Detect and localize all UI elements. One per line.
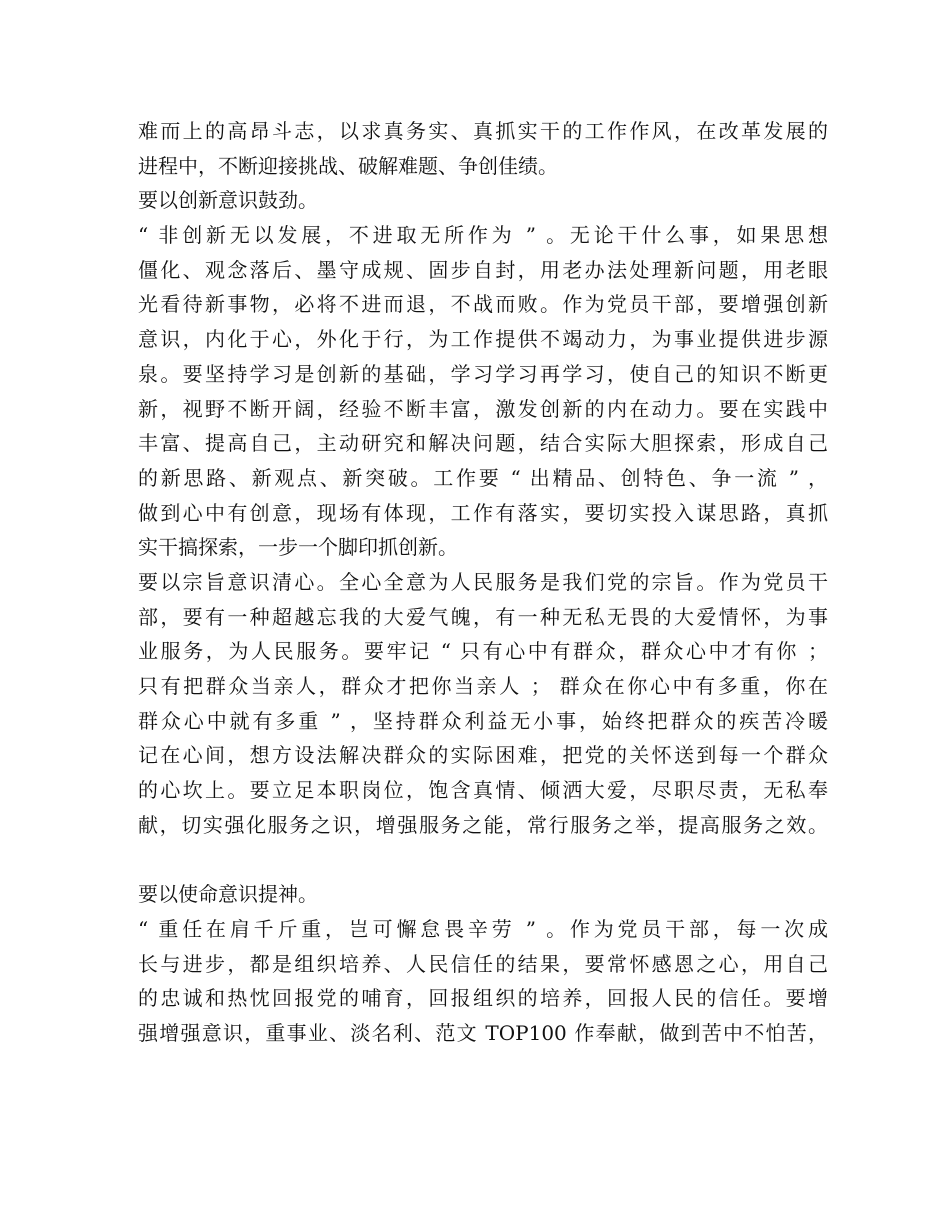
text-line: 要以创新意识鼓劲。 <box>138 188 318 213</box>
document-body <box>138 114 828 1051</box>
text-line: 进程中，不断迎接挑战、破解难题、争创佳绩。 <box>138 153 558 178</box>
text-line: 部，要有一种超越忘我的大爱气魄，有一种无私无畏的大爱情怀，为事 <box>138 604 828 629</box>
text-line: 新，视野不断开阔，经验不断丰富，激发创新的内在动力。要在实践中 <box>138 396 828 421</box>
text-line: 僵化、观念落后、墨守成规、固步自封，用老办法处理新问题，用老眼 <box>138 257 828 282</box>
text-line: 的新思路、新观点、新突破。工作要 “ 出精品、创特色、争一流 ” ， <box>138 465 828 490</box>
text-line: 光看待新事物，必将不进而退，不战而败。作为党员干部，要增强创新 <box>138 292 828 317</box>
text-line: 做到心中有创意，现场有体现，工作有落实，要切实投入谋思路，真抓 <box>138 500 828 525</box>
text-line: 业服务，为人民服务。要牢记 “ 只有心中有群众，群众心中才有你 ； <box>138 639 828 664</box>
text-line: 丰富、提高自己，主动研究和解决问题，结合实际大胆探索，形成自己 <box>138 431 828 456</box>
text-line: 长与进步，都是组织培养、人民信任的结果，要常怀感恩之心，用自己 <box>138 951 828 976</box>
text-line: 难而上的高昂斗志，以求真务实、真抓实干的工作作风，在改革发展的 <box>138 119 828 143</box>
text-line: 意识，内化于心，外化于行，为工作提供不竭动力，为事业提供进步源 <box>138 327 828 352</box>
text-line: 群众心中就有多重 ” ，坚持群众利益无小事，始终把群众的疾苦冷暖 <box>138 708 828 733</box>
text-line: “ 重任在肩千斤重，岂可懈怠畏辛劳 ” 。作为党员干部，每一次成 <box>138 916 828 941</box>
text-line: 泉。要坚持学习是创新的基础，学习学习再学习，使自己的知识不断更 <box>138 361 828 386</box>
text-line: 献，切实强化服务之识，增强服务之能，常行服务之举，提高服务之效。 <box>138 812 828 837</box>
blank-line <box>138 842 828 877</box>
text-line: 要以使命意识提神。 <box>138 882 318 907</box>
text-line: 只有把群众当亲人，群众才把你当亲人 ； 群众在你心中有多重，你在 <box>138 674 828 698</box>
text-line: “ 非创新无以发展，不进取无所作为 ” 。无论干什么事，如果思想 <box>138 223 828 248</box>
text-line: 强增强意识，重事业、淡名利、范文 TOP100 作奉献，做到苦中不怕苦， <box>138 1020 828 1045</box>
text-line: 实干搞探索，一步一个脚印抓创新。 <box>138 535 458 560</box>
text-line: 要以宗旨意识清心。全心全意为人民服务是我们党的宗旨。作为党员干 <box>138 569 828 594</box>
text-line: 的心坎上。要立足本职岗位，饱含真情、倾洒大爱，尽职尽责，无私奉 <box>138 778 828 803</box>
text-line: 的忠诚和热忱回报党的哺育，回报组织的培养，回报人民的信任。要增 <box>138 986 828 1011</box>
text-line: 记在心间，想方设法解决群众的实际困难，把党的关怀送到每一个群众 <box>138 743 828 768</box>
